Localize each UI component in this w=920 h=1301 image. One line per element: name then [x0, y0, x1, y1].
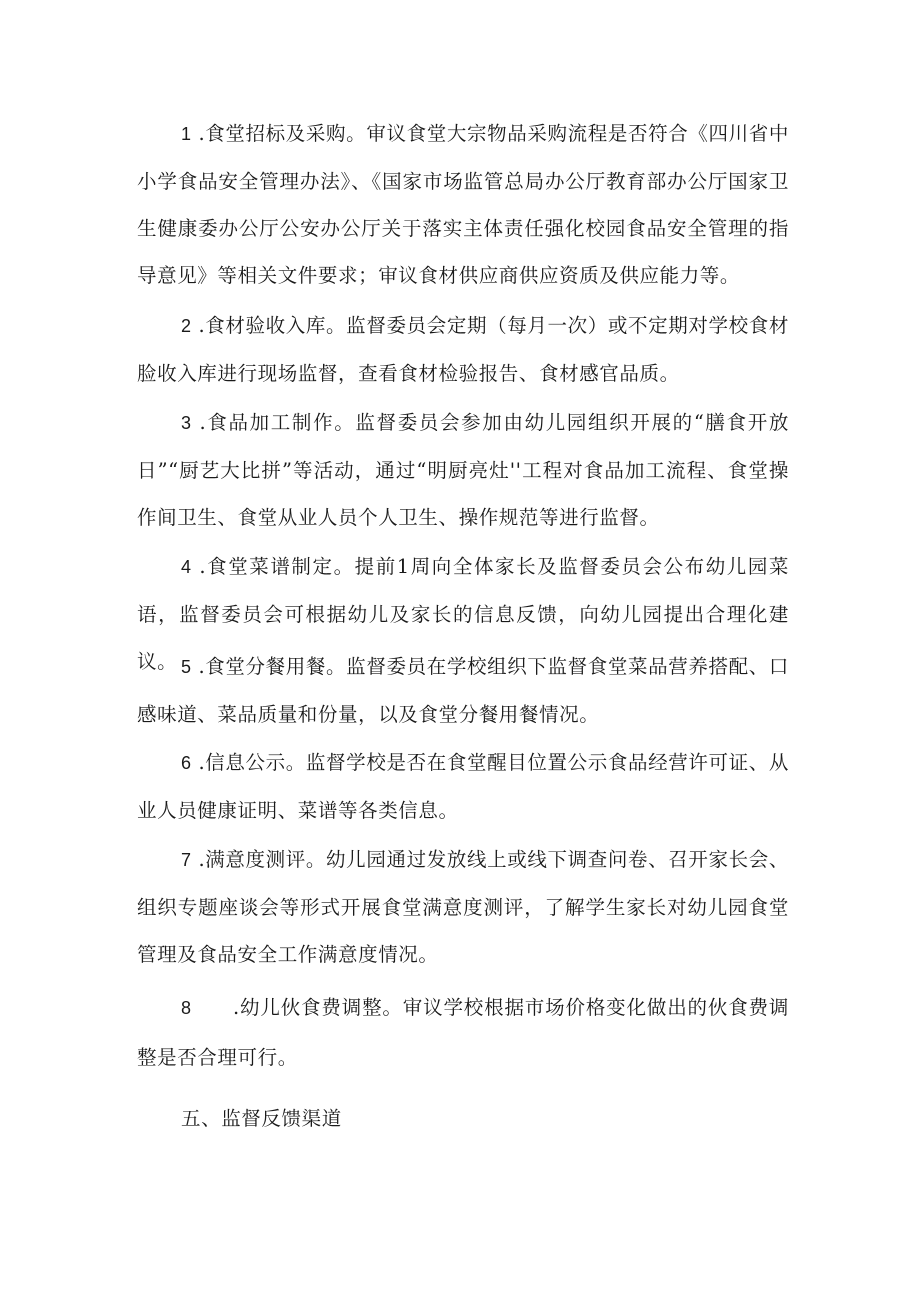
paragraph-item-8: [137, 983, 789, 1083]
item-number: 8: [181, 998, 192, 1018]
item-text: .食堂招标及采购。审议食堂大宗物品采购流程是否符合《四川省中小学食品安全管理办法》、《国家市场监管总局办公厅教育部办公厅国家卫生健康委办公厅公安办公厅关于落实主体责任强化校园食品安全管理的指导意见》等相关文件要求；审议食材供应商供应资质及供应能力等。: [137, 122, 789, 287]
item-number: 1: [181, 124, 192, 144]
item-number: 4: [181, 557, 192, 577]
section-heading: 五、监督反馈渠道: [181, 1107, 342, 1130]
paragraph-item-1: [137, 110, 789, 299]
item-number: 3: [181, 413, 192, 433]
item-number: 5: [181, 657, 192, 677]
paragraph-item-6: [137, 739, 789, 834]
item-text: .幼儿伙食费调整。审议学校根据市场价格变化做出的伙食费调整是否合理可行。: [137, 996, 789, 1069]
item-text: .食品加工制作。监督委员会参加由幼儿园组织开展的“膳食开放日”“厨艺大比拼”等活动，通过“明厨亮灶''工程对食品加工流程、食堂操作间卫生、食堂从业人员个人卫生、操作规范等进行监督。: [137, 411, 789, 529]
item-text: .食材验收入库。监督委员会定期（每月一次）或不定期对学校食材脸收入库进行现场监督，查看食材检验报告、食材感官品质。: [137, 314, 789, 385]
item-number: 2: [181, 316, 192, 336]
paragraph-item-2: [137, 302, 789, 397]
item-text: .食堂分餐用餐。监督委员在学校组织下监督食堂菜品营养搭配、口感味道、菜品质量和份量，以及食堂分餐用餐情况。: [137, 655, 789, 726]
item-number: 7: [181, 850, 192, 870]
paragraph-item-5: [137, 643, 789, 738]
item-text: .信息公示。监督学校是否在食堂醒目位置公示食品经营许可证、从业人员健康证明、菜谱等各类信息。: [137, 751, 789, 822]
item-number: 6: [181, 753, 192, 773]
paragraph-item-7: [137, 836, 789, 978]
paragraph-item-3: [137, 399, 789, 541]
item-text: .食堂菜谱制定。提前1周向全体家长及监督委员会公布幼儿园菜语，监督委员会可根据幼儿及家长的信息反馈，向幼儿园提出合理化建议。: [137, 555, 789, 673]
item-text: .满意度测评。幼儿园通过发放线上或线下调查问卷、召开家长会、组织专题座谈会等形式开展食堂满意度测评，了解学生家长对幼儿园食堂管理及食品安全工作满意度情况。: [137, 848, 789, 966]
